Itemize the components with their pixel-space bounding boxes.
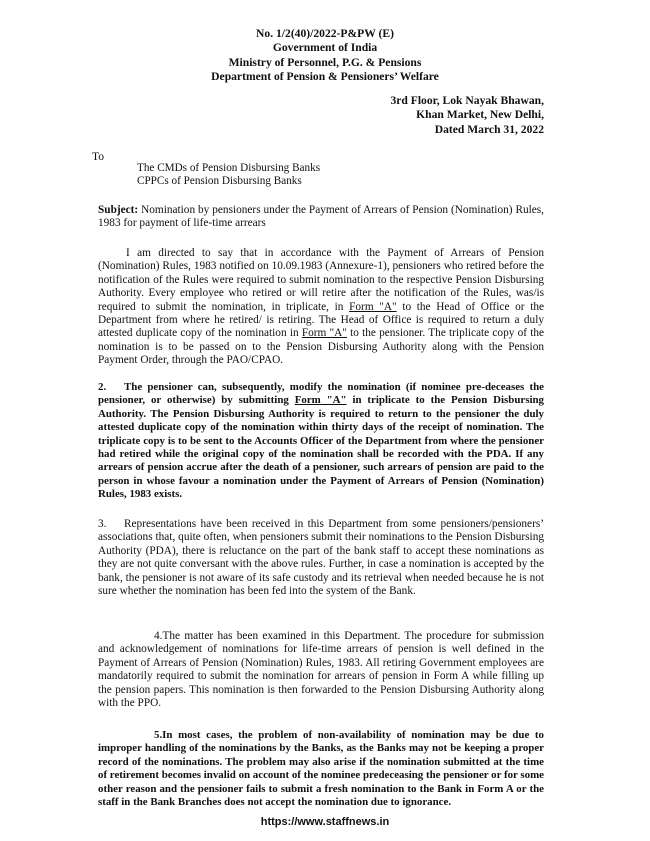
address-line-2: Khan Market, New Delhi,: [416, 108, 544, 122]
letter-date: Dated March 31, 2022: [434, 122, 544, 136]
paragraph-3-text: Representations have been received in this Department from some pensioners/pensioners’ associations that, quite often, when pensioners submit their nominations to the Pension Disbursing Authority (PDA), there is reluctance on the part of the bank staff to accept these nominations as they are not quite conversant with the above rules. Further, in case a nomination is accepted by the bank, the pensioner is not aware of its safe custody and its retrieval when needed because he is not sure whether the nomination has been fed into the system of the Bank.: [98, 518, 544, 598]
subject-text: Nomination by pensioners under the Payment of Arrears of Pension (Nomination) Rules, 1983 for payment of life-time arrears: [98, 204, 544, 230]
paragraph-5: [98, 729, 544, 809]
file-number: No. 1/2(40)/2022-P&PW (E): [256, 27, 394, 40]
form-a-link-3[interactable]: Form "A": [294, 394, 347, 407]
to-label: To: [92, 150, 105, 163]
form-a-link-1[interactable]: Form "A": [349, 300, 397, 313]
office-address: [390, 94, 544, 137]
ministry-name: Ministry of Personnel, P.G. & Pensions: [228, 55, 422, 69]
paragraph-1: [98, 247, 544, 368]
paragraph-5-number: 5.: [154, 729, 163, 741]
paragraph-4-text: The matter has been examined in this Department. The procedure for submission and acknowledgement of nominations for life-time arrears of pension is well defined in the Payment of Arrears of Pension (Nomination) Rules, 1983. All retiring Government employees are mandatorily required to submit the nomination for arrears of pension in Form A while filling up the pension papers. This nomination is then forwarded to the Pension Disbursing Authority along with the PPO.: [98, 630, 544, 710]
paragraph-3-number: 3.: [98, 518, 107, 530]
paragraph-1-text-b: to the Head of Office or the Department from where he retired/ is retiring. The Head of Office is required to return a duly attested duplicate copy of the nomination in: [98, 300, 544, 340]
paragraph-2-number: 2.: [98, 381, 107, 393]
paragraph-4: [98, 630, 544, 710]
paragraph-2-text-b: in triplicate to the Pension Disbursing Authority. The Pension Disbursing Authority is required to return to the pensioner the duly attested duplicate copy of the nomination within thirty days of the receipt of nomination. The triplicate copy is to be sent to the Accounts Officer of the Department from where the pensioner had retired while the original copy of the nomination shall be recorded with the PDA. If any arrears of pension accrue after the death of a pensioner, such arrears of pension are paid to the person in whose favour a nomination under the Payment of Arrears of Pension (Nomination) Rules, 1983 exists.: [98, 394, 545, 501]
source-url[interactable]: https://www.staffnews.in: [260, 816, 390, 828]
form-a-link-2[interactable]: Form "A": [301, 327, 347, 340]
subject-label: Subject:: [98, 204, 139, 216]
recipient-2: CPPCs of Pension Disbursing Banks: [137, 175, 302, 188]
recipients-block: [137, 162, 320, 188]
recipient-1: The CMDs of Pension Disbursing Banks: [137, 162, 321, 174]
paragraph-5-text: In most cases, the problem of non-availability of nomination may be due to improper handling of the nominations by the Banks, as the Banks may not be keeping a proper record of the nominations. The problem may also arise if the nomination submitted at the time of retirement becomes invalid on account of the nominee predeceasing the pensioner or for some other reason and the pensioner fails to submit a fresh nomination to the Bank in Form A or the staff in the Bank Branches does not accept the nomination due to ignorance.: [98, 729, 544, 809]
paragraph-2-text-a: The pensioner can, subsequently, modify the nomination (if nominee pre-deceases the pensioner, or otherwise) by submitting: [98, 381, 544, 407]
department-name: Department of Pension & Pensioners’ Welfare: [211, 69, 439, 83]
letter-header: [0, 27, 650, 84]
subject-line: [98, 204, 544, 231]
government-name: Government of India: [272, 41, 378, 55]
paragraph-4-number: 4.: [154, 630, 163, 642]
address-line-1: 3rd Floor, Lok Nayak Bhawan,: [390, 94, 544, 107]
paragraph-3: [98, 518, 544, 598]
paragraph-1-text-a: I am directed to say that in accordance with the Payment of Arrears of Pension (Nomination) Rules, 1983 notified on 10.09.1983 (Annexure-1), pensioners who retired before the notification of the Rules were required to submit nomination to the respective Pension Disbursing Authority. Every employee who retired or will retire after the notification of the Rules, was/is required to submit the nomination, in triplicate, in: [98, 247, 544, 313]
paragraph-1-text-c: to the pensioner. The triplicate copy of the nomination is to be passed on to the Pension Disbursing Authority along with the Pension Payment Order, through the PAO/CPAO.: [98, 327, 545, 367]
paragraph-2: [98, 381, 544, 502]
